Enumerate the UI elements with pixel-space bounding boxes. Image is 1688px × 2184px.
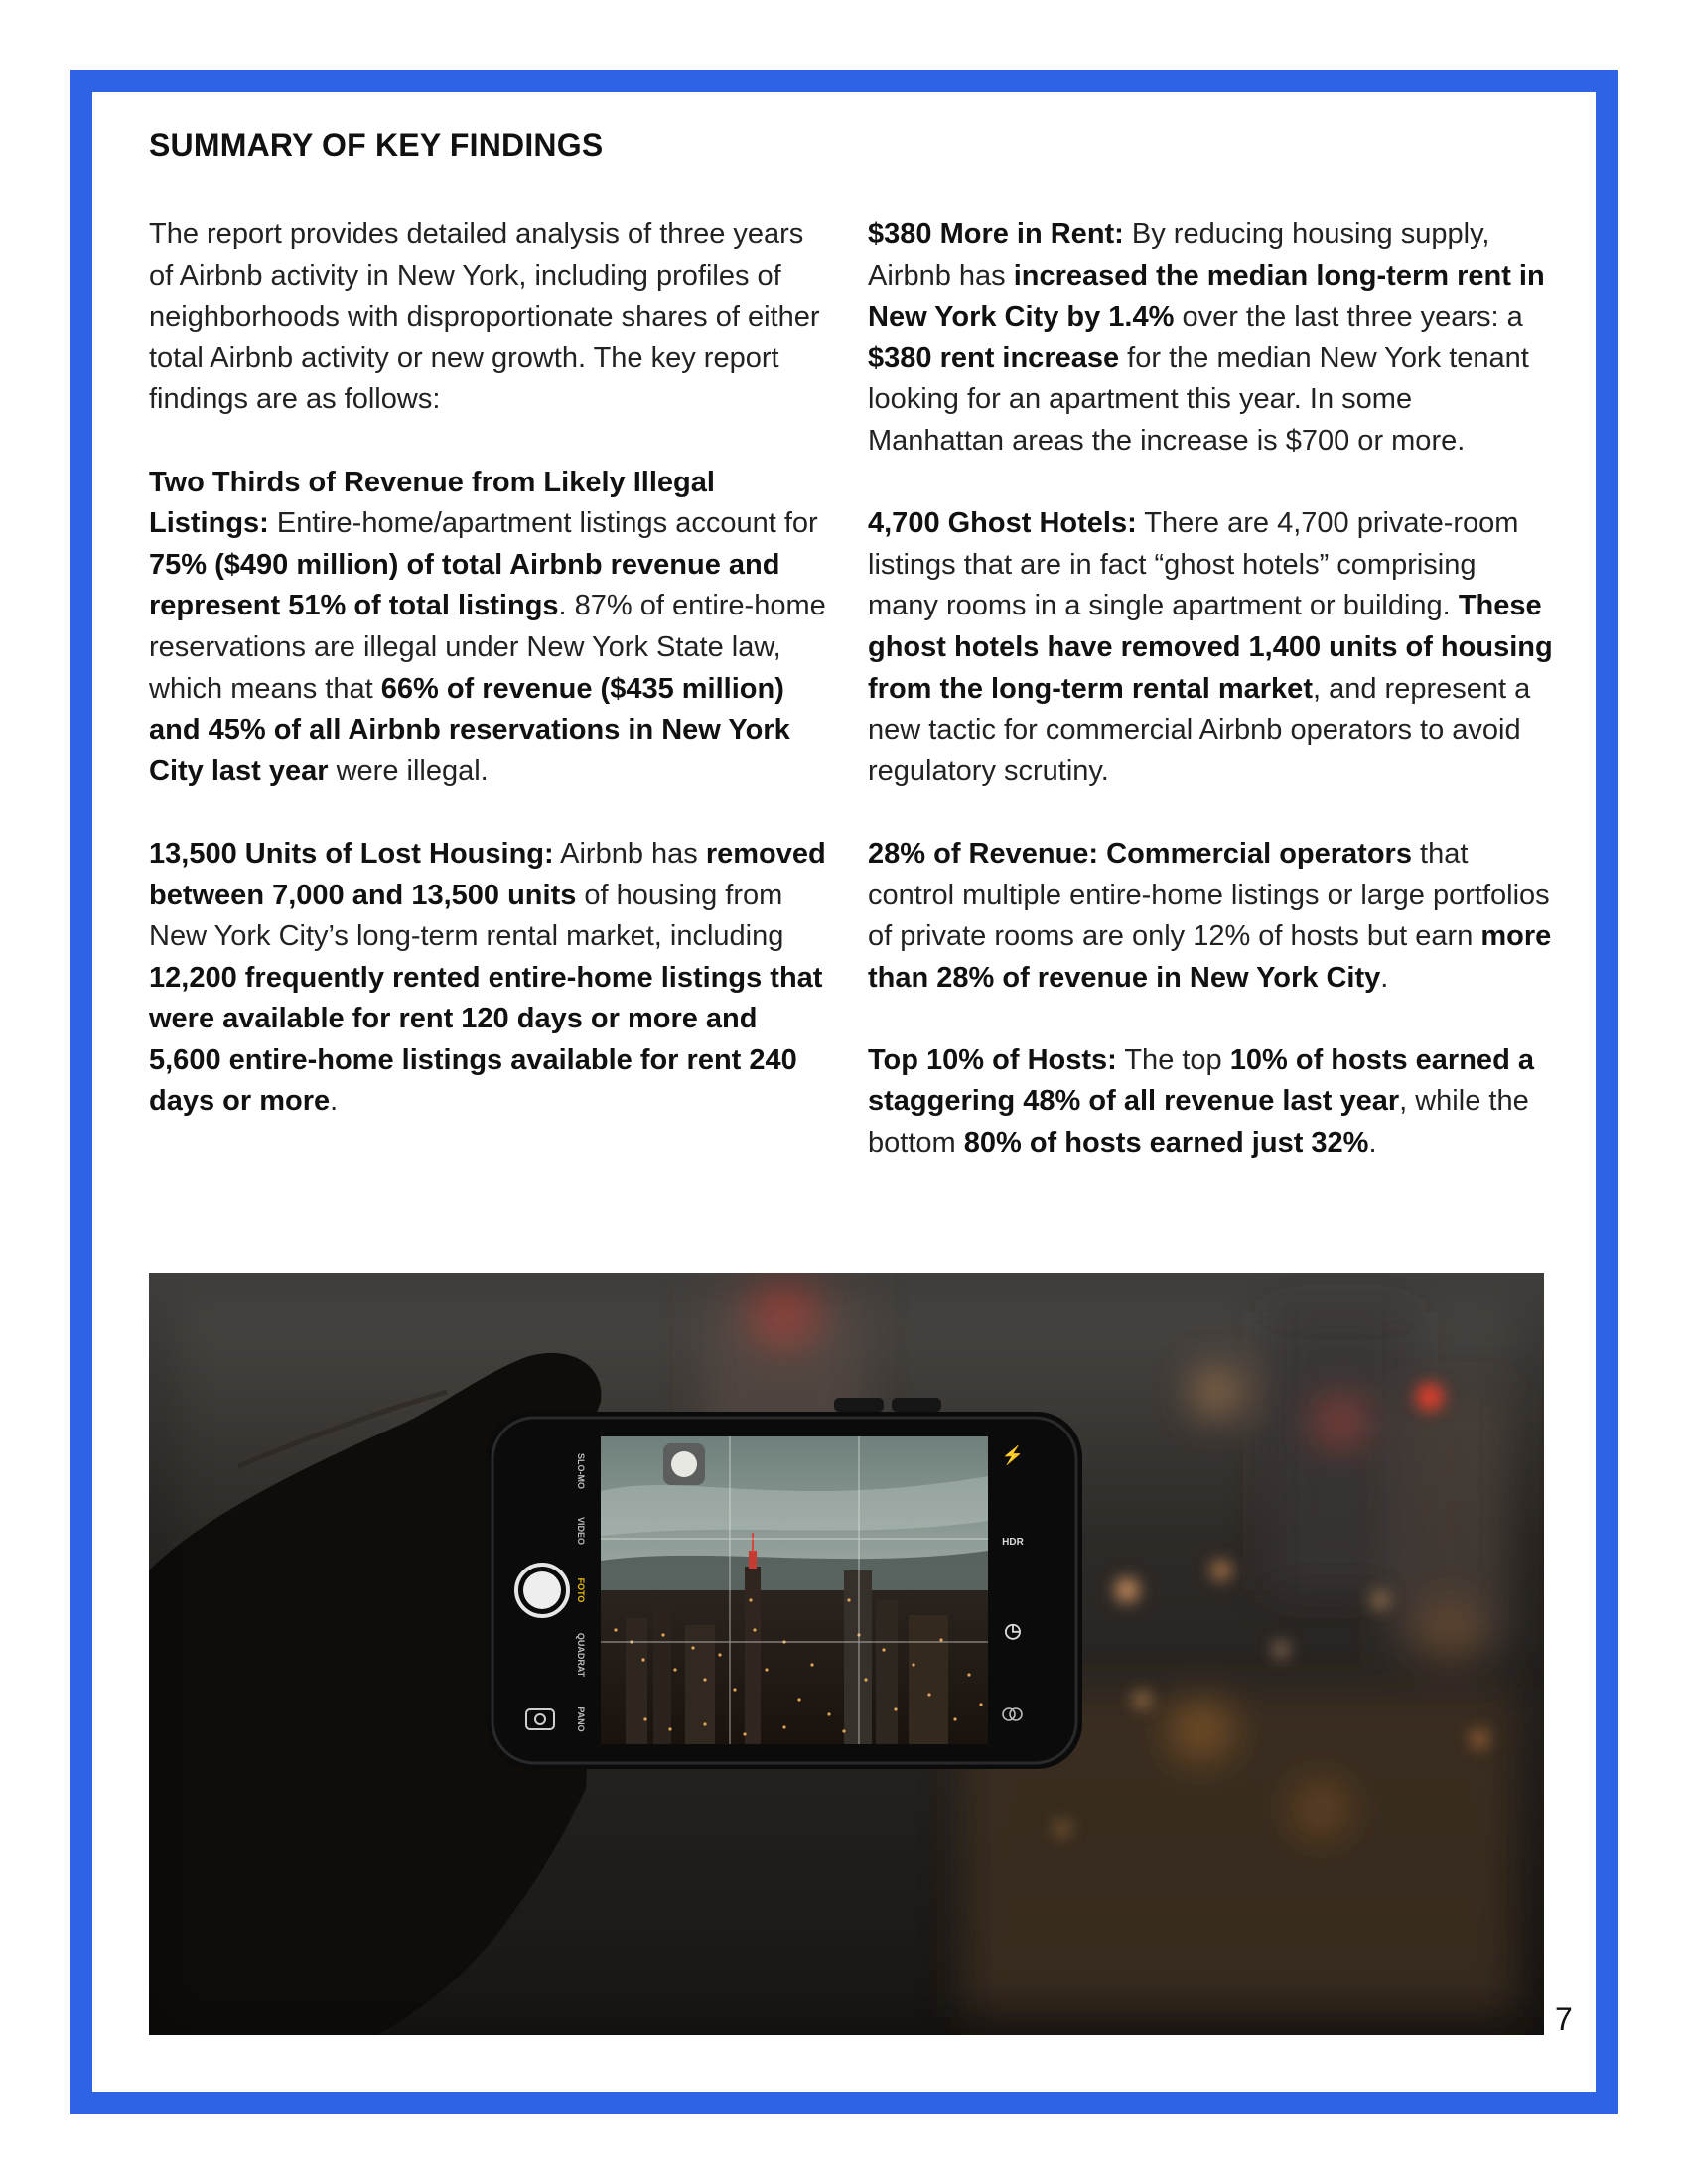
camera-mode-label: PANO [576,1706,586,1732]
finding-text: Airbnb has [553,837,706,870]
camera-shutter-icon [516,1565,568,1616]
flash-icon: ⚡ [1001,1445,1025,1465]
finding-text: , and represent a new tactic for commercial Airbnb operators to avoid regulatory scrutiny. [868,672,1531,787]
finding-top-hosts [868,1040,1553,1164]
finding-emphasis: 12,200 frequently rented entire-home listings that were available for rent 120 days or more and 5,600 entire-home listings available for rent 240 days or more [149,961,823,1118]
finding-text: . 87% of entire-home reservations are illegal under New York State law, which means that [149,590,826,705]
finding-text: . [1368,1127,1377,1160]
finding-title: $380 More in Rent: [868,218,1124,250]
photo-phone-city-skyline [149,1273,1544,2035]
finding-text: that control multiple entire-home listings or large portfolios of private rooms are only 12% of hosts but earn [868,837,1550,953]
finding-text: Entire-home/apartment listings account for [268,507,818,540]
finding-illegal-listings [149,463,834,793]
finding-commercial-revenue [868,834,1553,999]
camera-mode-label: VIDEO [576,1516,586,1546]
finding-text: . [330,1085,339,1118]
camera-mode-label: SLO-MO [576,1453,586,1489]
finding-text: The top [1116,1043,1230,1076]
finding-text: of housing from New York City’s long-term rental market, including [149,879,784,953]
finding-text: over the last three years: a [1174,301,1523,334]
finding-title: 13,500 Units of Lost Housing: [149,837,554,870]
intro-paragraph: The report provides detailed analysis of three years of Airbnb activity in New York, including profiles of neighborhoods with disproportionate shares of either total Airbnb activity or new growth. The key report findings are as follows: [149,218,820,416]
finding-text: By reducing housing supply, Airbnb has [868,218,1490,292]
finding-title: 4,700 Ghost Hotels: [868,507,1137,540]
camera-mode-label: FOTO [576,1577,586,1603]
finding-emphasis: These ghost hotels have removed 1,400 units of housing from the long-term rental market [868,590,1553,705]
finding-rent-increase [868,214,1553,463]
finding-text [1098,838,1106,870]
finding-title: 28% of Revenue: [868,837,1099,870]
timer-icon: ◷ [1004,1620,1022,1642]
finding-emphasis: Commercial operators [1106,837,1412,870]
finding-ghost-hotels [868,503,1553,792]
finding-emphasis: removed between 7,000 and 13,500 units [149,837,826,911]
finding-text: . [1380,961,1389,994]
camera-mode-label: QUADRAT [576,1632,586,1678]
page-heading: SUMMARY OF KEY FINDINGS [149,127,604,163]
finding-title: Top 10% of Hosts: [868,1043,1117,1076]
page-number: 7 [1555,2001,1573,2037]
left-column [149,214,834,1164]
finding-emphasis: 80% of hosts earned just 32% [963,1127,1369,1160]
finding-text: for the median New York tenant looking for an apartment this year. In some Manhattan areas the increase is $700 or more. [868,341,1529,457]
finding-emphasis: $380 rent increase [868,341,1120,374]
right-column [868,214,1553,1205]
finding-emphasis: 66% of revenue ($435 million) and 45% of all Airbnb reservations in New York City last year [149,672,790,787]
finding-text: were illegal. [328,754,489,787]
finding-text: There are 4,700 private-room listings that are in fact “ghost hotels” comprising many rooms in a single apartment or building. [868,507,1519,622]
finding-emphasis: increased the median long-term rent in New York City by 1.4% [868,259,1545,334]
hdr-label: HDR [1002,1537,1024,1548]
finding-emphasis: more than 28% of revenue in New York City [868,920,1552,994]
finding-text: , while the bottom [868,1085,1529,1160]
finding-emphasis: 10% of hosts earned a staggering 48% of all revenue last year [868,1043,1534,1118]
finding-lost-housing [149,834,834,1123]
finding-title: Two Thirds of Revenue from Likely Illegal Listings: [149,466,715,540]
finding-emphasis: 75% ($490 million) of total Airbnb revenue and represent 51% of total listings [149,548,780,622]
